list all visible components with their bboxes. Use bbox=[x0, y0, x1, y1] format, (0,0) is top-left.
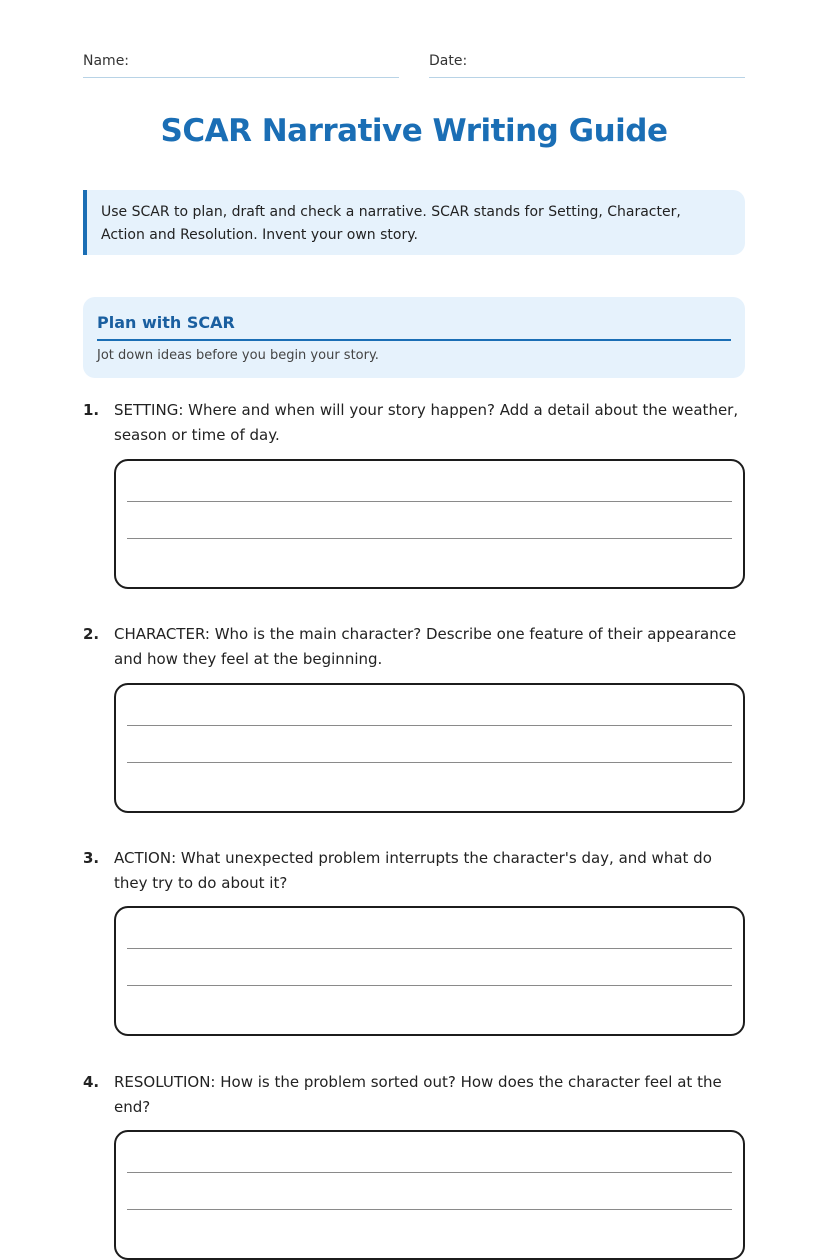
date-field[interactable] bbox=[429, 50, 745, 78]
writing-line bbox=[127, 725, 732, 726]
question-text: ACTION: What unexpected problem interrupts the character's day, and what do they try to do about it? bbox=[114, 849, 712, 892]
writing-line bbox=[127, 501, 732, 502]
plan-section bbox=[83, 297, 745, 378]
answer-box-1[interactable] bbox=[114, 459, 745, 589]
answer-box-3[interactable] bbox=[114, 906, 745, 1036]
header-row bbox=[83, 50, 745, 78]
intro-box bbox=[83, 190, 745, 255]
writing-line bbox=[127, 985, 732, 986]
writing-line bbox=[127, 538, 732, 539]
name-label: Name: bbox=[83, 53, 130, 69]
question-text: SETTING: Where and when will your story happen? Add a detail about the weather, season or time of day. bbox=[114, 401, 739, 444]
question-number: 2. bbox=[83, 625, 100, 643]
writing-line bbox=[127, 762, 732, 763]
writing-line bbox=[127, 948, 732, 949]
writing-line bbox=[127, 1172, 732, 1173]
answer-box-2[interactable] bbox=[114, 683, 745, 813]
question-number: 1. bbox=[83, 401, 100, 419]
question-number: 3. bbox=[83, 849, 100, 867]
question-number: 4. bbox=[83, 1073, 100, 1091]
intro-text: Use SCAR to plan, draft and check a narrative. SCAR stands for Setting, Character, Action and Resolution. Invent your own story. bbox=[101, 204, 681, 243]
plan-title: Plan with SCAR bbox=[97, 311, 731, 341]
name-field[interactable] bbox=[83, 50, 399, 78]
plan-subtitle: Jot down ideas before you begin your story. bbox=[97, 348, 379, 363]
question-text: CHARACTER: Who is the main character? Describe one feature of their appearance and how they feel at the beginning. bbox=[114, 625, 737, 668]
date-label: Date: bbox=[429, 53, 468, 69]
answer-box-4[interactable] bbox=[114, 1130, 745, 1260]
question-text: RESOLUTION: How is the problem sorted out? How does the character feel at the end? bbox=[114, 1073, 722, 1116]
page-title: SCAR Narrative Writing Guide bbox=[160, 113, 668, 149]
writing-line bbox=[127, 1209, 732, 1210]
